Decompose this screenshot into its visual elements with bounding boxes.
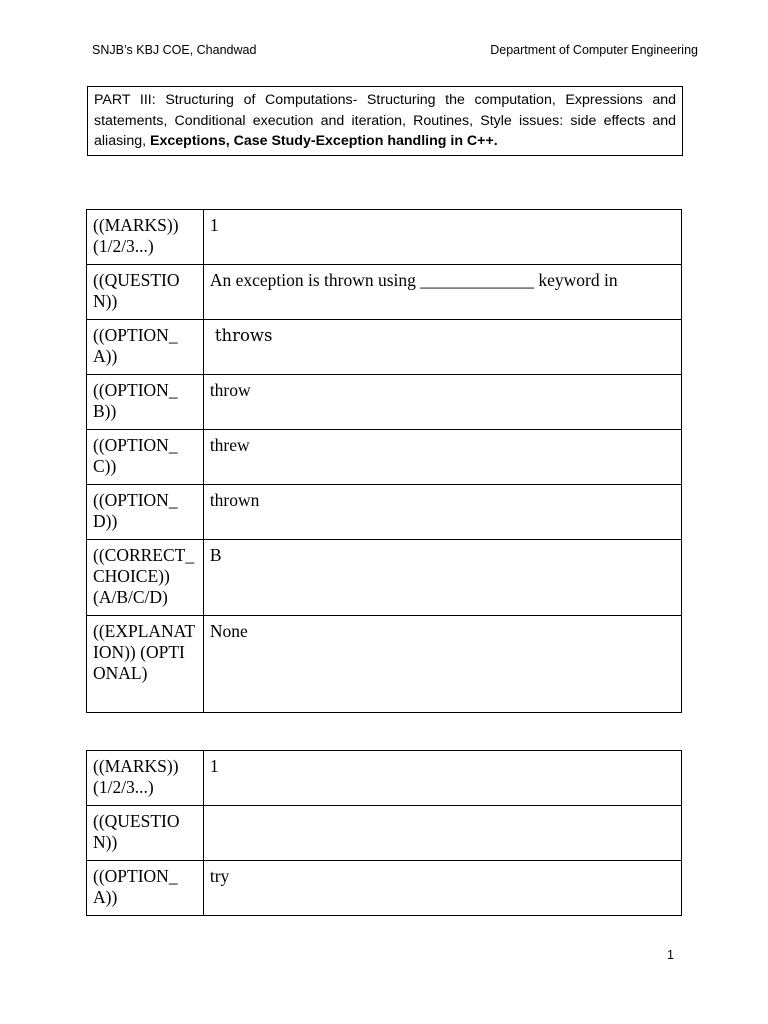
option-a-label: ((OPTION_A)) bbox=[87, 861, 204, 916]
marks-label: ((MARKS)) (1/2/3...) bbox=[87, 751, 204, 806]
option-c-label: ((OPTION_C)) bbox=[87, 430, 204, 485]
correct-choice-row bbox=[87, 540, 682, 616]
option-d-label: ((OPTION_D)) bbox=[87, 485, 204, 540]
part-description bbox=[87, 86, 683, 156]
option-b-label: ((OPTION_B)) bbox=[87, 375, 204, 430]
marks-value: 1 bbox=[203, 751, 681, 806]
question-table-1 bbox=[86, 209, 682, 713]
option-b-row bbox=[87, 375, 682, 430]
correct-choice-label: ((CORRECT_CHOICE)) (A/B/C/D) bbox=[87, 540, 204, 616]
option-a-value: try bbox=[203, 861, 681, 916]
question-row bbox=[87, 806, 682, 861]
marks-row bbox=[87, 751, 682, 806]
question-text bbox=[203, 806, 681, 861]
option-a-label: ((OPTION_A)) bbox=[87, 320, 204, 375]
option-a-row bbox=[87, 320, 682, 375]
marks-label: ((MARKS)) (1/2/3...) bbox=[87, 210, 204, 265]
explanation-value: None bbox=[203, 616, 681, 713]
question-table-2 bbox=[86, 750, 682, 916]
option-d-row bbox=[87, 485, 682, 540]
part-prefix: PART III: bbox=[94, 92, 156, 108]
option-a-value: throws bbox=[203, 320, 681, 375]
option-d-value: thrown bbox=[203, 485, 681, 540]
explanation-label: ((EXPLANATION)) (OPTIONAL) bbox=[87, 616, 204, 713]
header-department: Department of Computer Engineering bbox=[490, 43, 698, 57]
question-row bbox=[87, 265, 682, 320]
header-institute: SNJB’s KBJ COE, Chandwad bbox=[92, 43, 257, 57]
marks-row bbox=[87, 210, 682, 265]
marks-value: 1 bbox=[203, 210, 681, 265]
part-bold-text: Exceptions, Case Study-Exception handling in C++. bbox=[150, 133, 498, 149]
correct-choice-value: B bbox=[203, 540, 681, 616]
explanation-row bbox=[87, 616, 682, 713]
option-c-value: threw bbox=[203, 430, 681, 485]
part-text: Structuring of Computations- Structuring the computation, Expressions and statements, Conditional execution and iteration, Routines, Style issues: side effects and aliasing, bbox=[94, 92, 676, 149]
question-label: ((QUESTION)) bbox=[87, 806, 204, 861]
page-number: 1 bbox=[667, 948, 674, 962]
option-b-value: throw bbox=[203, 375, 681, 430]
option-a-row bbox=[87, 861, 682, 916]
question-label: ((QUESTION)) bbox=[87, 265, 204, 320]
question-text: An exception is thrown using _____________ keyword in bbox=[203, 265, 681, 320]
option-c-row bbox=[87, 430, 682, 485]
